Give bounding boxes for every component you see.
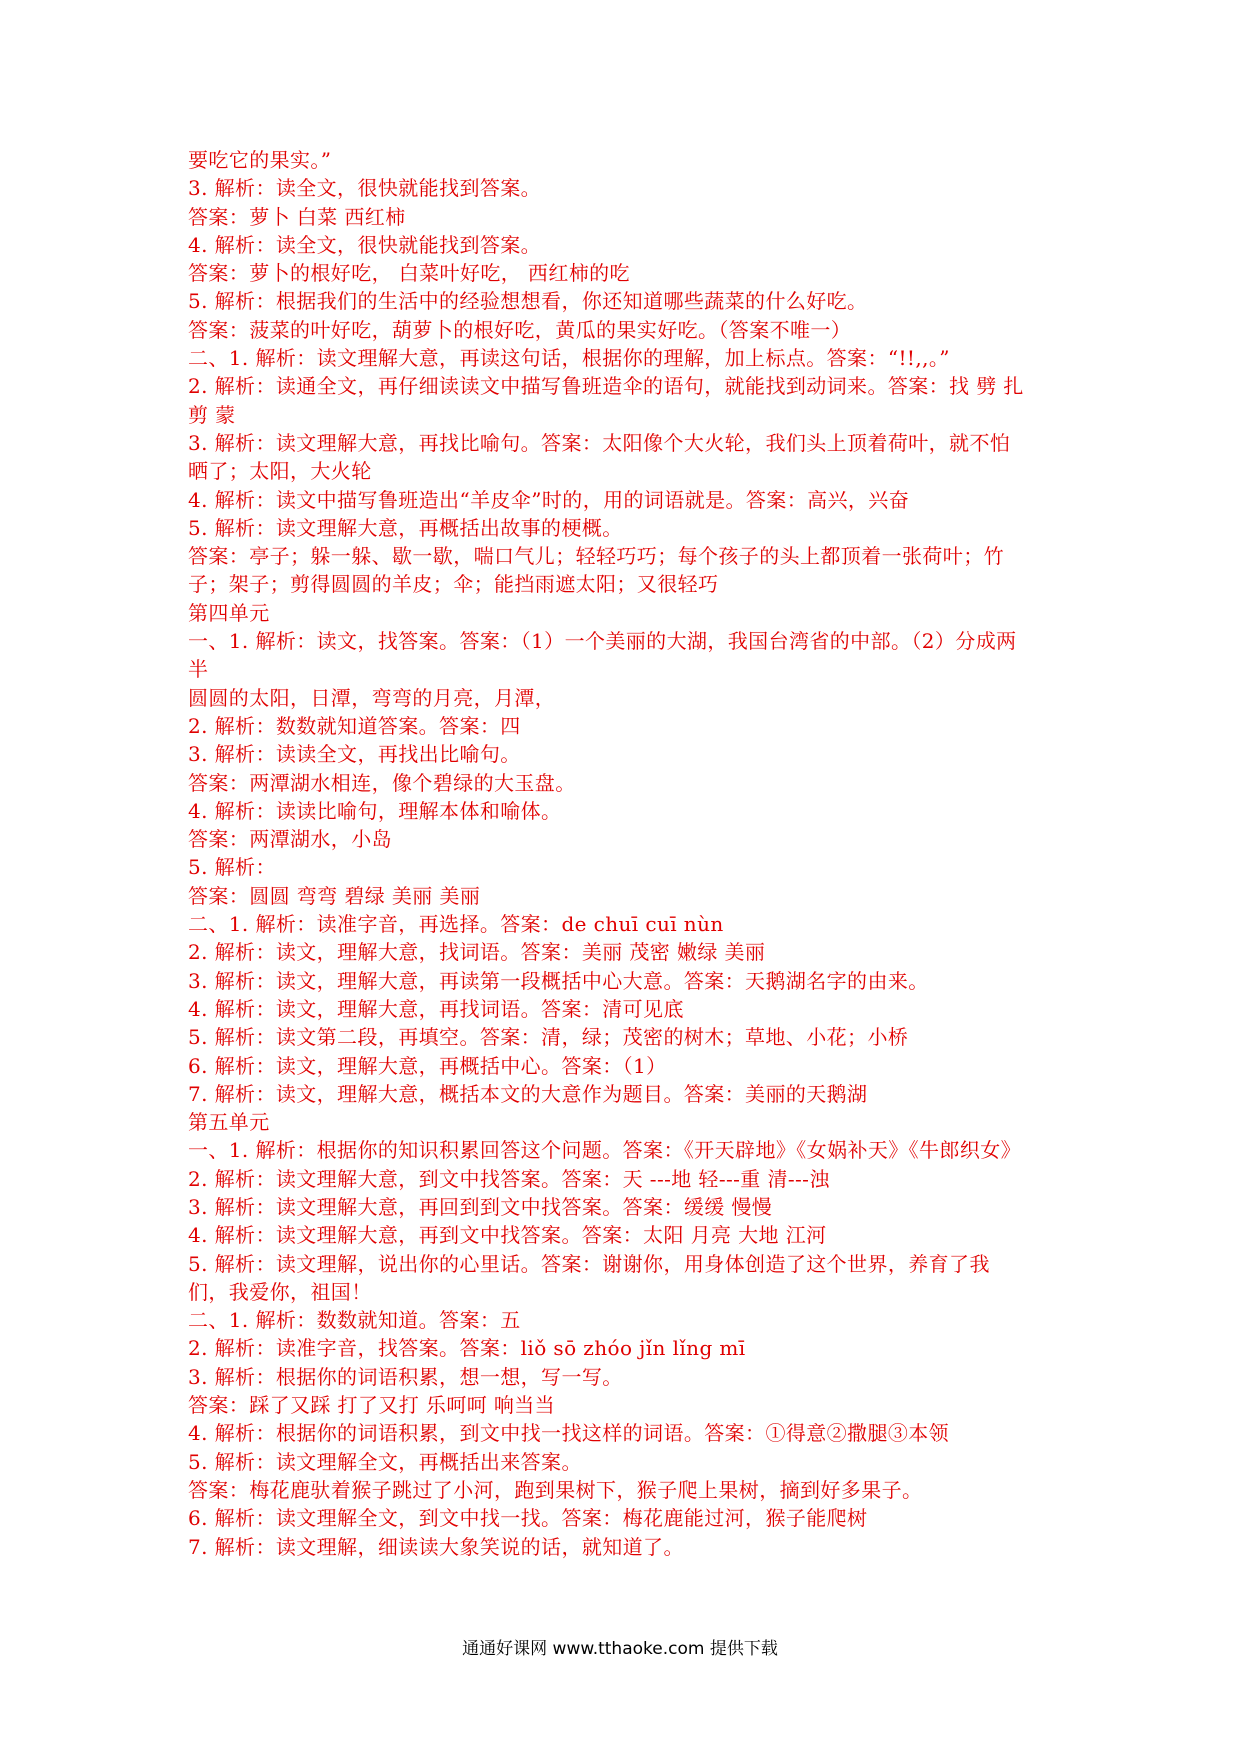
text-line: 答案：萝卜的根好吃， 白菜叶好吃， 西红柿的吃 [188, 261, 630, 286]
text-line: 答案：踩了又踩 打了又打 乐呵呵 响当当 [188, 1393, 556, 1418]
text-line: 6. 解析：读文，理解大意，再概括中心。答案：（1） [188, 1053, 667, 1078]
text-line: 2. 解析：读准字音，找答案。答案：liǒ sō zhóo jǐn lǐng mī [188, 1336, 746, 1361]
text-line: 一、1. 解析：根据你的知识积累回答这个问题。答案：《开天辟地》《女娲补天》《牛郎织女》 [188, 1138, 1022, 1163]
text-line: 3. 解析：读文，理解大意，再读第一段概括中心大意。答案：天鹅湖名字的由来。 [188, 968, 929, 993]
text-line: 2. 解析：读文，理解大意，找词语。答案：美丽 茂密 嫩绿 美丽 [188, 940, 766, 965]
text-line: 要吃它的果实。” [188, 148, 332, 172]
text-line: 3. 解析：读文理解大意，再回到到文中找答案。答案：缓缓 慢慢 [188, 1194, 773, 1219]
text-line: 4. 解析：读读比喻句，理解本体和喻体。 [188, 798, 562, 823]
text-line: 4. 解析：读全文，很快就能找到答案。 [188, 232, 542, 257]
text-line: 5. 解析：根据我们的生活中的经验想想看，你还知道哪些蔬菜的什么好吃。 [188, 289, 868, 314]
text-line: 3. 解析：读文理解大意，再找比喻句。答案：太阳像个大火轮，我们头上顶着荷叶，就不怕 [188, 430, 1011, 455]
text-line: 2. 解析：读文理解大意，到文中找答案。答案：天 ---地 轻---重 清---浊 [188, 1166, 830, 1191]
text-line: 答案：亭子；躲一躲、歇一歇，喘口气儿；轻轻巧巧；每个孩子的头上都顶着一张荷叶；竹 [188, 544, 1004, 569]
text-line: 们，我爱你，祖国！ [188, 1279, 372, 1304]
unit-heading: 第五单元 [188, 1110, 270, 1135]
text-line: 4. 解析：读文，理解大意，再找词语。答案：清可见底 [188, 996, 684, 1021]
answer-key-body [188, 146, 1068, 1561]
text-line: 二、1. 解析：读文理解大意，再读这句话，根据你的理解，加上标点。答案：“!!,,。” [188, 346, 950, 371]
text-line: 答案：两潭湖水相连，像个碧绿的大玉盘。 [188, 770, 576, 795]
text-line: 3. 解析：读读全文，再找出比喻句。 [188, 742, 521, 767]
text-line: 答案：圆圆 弯弯 碧绿 美丽 美丽 [188, 883, 481, 908]
text-line: 4. 解析：根据你的词语积累，到文中找一找这样的词语。答案：①得意②撒腿③本领 [188, 1421, 950, 1446]
text-line: 圆圆的太阳，日潭，弯弯的月亮，月潭， [188, 685, 556, 710]
text-line: 5. 解析：读文理解全文，再概括出来答案。 [188, 1449, 582, 1474]
text-line: 5. 解析：读文第二段，再填空。答案：清，绿；茂密的树木；草地、小花；小桥 [188, 1025, 909, 1050]
text-line: 二、1. 解析：数数就知道。答案：五 [188, 1308, 521, 1333]
text-line: 答案：萝卜 白菜 西红柿 [188, 204, 406, 229]
text-line: 半 [188, 657, 209, 682]
text-line: 子；架子；剪得圆圆的羊皮；伞；能挡雨遮太阳；又很轻巧 [188, 572, 719, 597]
text-line: 答案：菠菜的叶好吃，葫萝卜的根好吃，黄瓜的果实好吃。（答案不唯一） [188, 317, 852, 342]
text-line: 6. 解析：读文理解全文，到文中找一找。答案：梅花鹿能过河，猴子能爬树 [188, 1506, 868, 1531]
text-line: 2. 解析：读通全文，再仔细读读文中描写鲁班造伞的语句，就能找到动词来。答案：找 劈 扎 [188, 374, 1024, 399]
text-line: 晒了；太阳，大火轮 [188, 459, 372, 484]
unit-heading: 第四单元 [188, 600, 270, 625]
text-line: 5. 解析：读文理解，说出你的心里话。答案：谢谢你，用身体创造了这个世界，养育了我 [188, 1251, 990, 1276]
text-line: 5. 解析： [188, 855, 276, 880]
text-line: 二、1. 解析：读准字音，再选择。答案：de chuī cuī nùn [188, 912, 724, 937]
text-line: 4. 解析：读文理解大意，再到文中找答案。答案：太阳 月亮 大地 江河 [188, 1223, 827, 1248]
text-line: 7. 解析：读文理解，细读读大象笑说的话，就知道了。 [188, 1534, 684, 1559]
text-line: 3. 解析：根据你的词语积累，想一想，写一写。 [188, 1364, 623, 1389]
text-line: 答案：两潭湖水，小岛 [188, 827, 392, 852]
text-line: 2. 解析：数数就知道答案。答案：四 [188, 713, 521, 738]
text-line: 答案：梅花鹿驮着猴子跳过了小河，跑到果树下，猴子爬上果树，摘到好多果子。 [188, 1477, 923, 1502]
text-line: 4. 解析：读文中描写鲁班造出“羊皮伞”时的，用的词语就是。答案：高兴，兴奋 [188, 487, 910, 512]
text-line: 一、1. 解析：读文，找答案。答案：（1）一个美丽的大湖，我国台湾省的中部。（2）分成两 [188, 629, 1017, 654]
text-line: 5. 解析：读文理解大意，再概括出故事的梗概。 [188, 515, 623, 540]
text-line: 剪 蒙 [188, 402, 236, 427]
text-line: 3. 解析：读全文，很快就能找到答案。 [188, 176, 542, 201]
text-line: 7. 解析：读文，理解大意，概括本文的大意作为题目。答案：美丽的天鹅湖 [188, 1081, 868, 1106]
page-footer: 通通好课网 www.tthaoke.com 提供下载 [462, 1639, 778, 1659]
